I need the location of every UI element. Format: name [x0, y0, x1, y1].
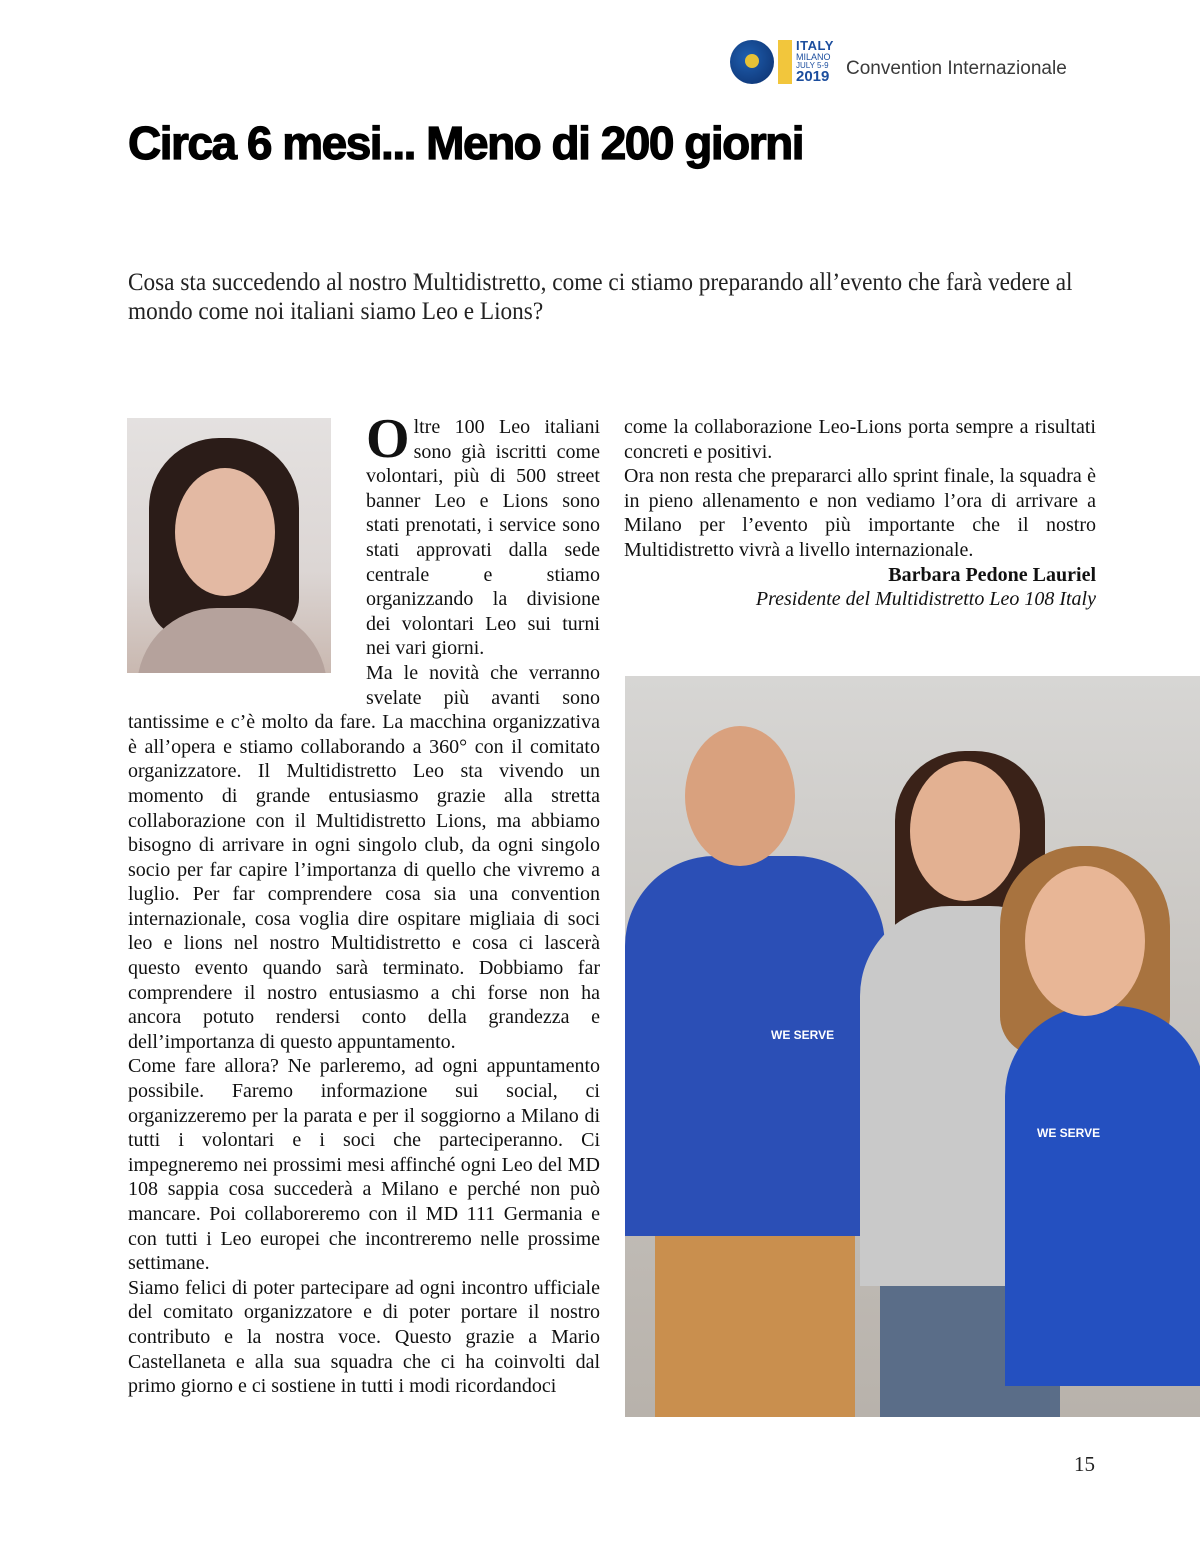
article-paragraph: come la collaborazione Leo-Lions porta sempre a risultati concreti e positivi.: [624, 416, 1096, 463]
logo-year: 2019: [796, 68, 830, 85]
logo-city: MILANO: [796, 52, 831, 62]
article-paragraph: Ora non resta che prepararci allo sprint finale, la squadra è in pieno allenamento e non vediamo l’ora di arrivare a Milano per l’evento più importante che il nostro Multidistretto vivrà a livello internazionale.: [624, 465, 1096, 561]
article-lead: Cosa sta succedendo al nostro Multidistretto, come ci stiamo preparando all’evento che farà vedere al mondo come noi italiani siamo Leo e Lions?: [128, 269, 1073, 325]
article-title: Circa 6 mesi... Meno di 200 giorni: [128, 117, 804, 169]
logo-country: ITALY: [796, 38, 834, 53]
article-paragraph: Siamo felici di poter partecipare ad ogni incontro ufficiale del comitato organizzatore e di poter portare il nostro contributo e la nostra voce. Questo grazie a Mario Castellaneta e alla sua squadra che ci ha coinvolti dal primo giorno e ci sostiene in tutti i modi ricordandoci: [128, 1276, 600, 1398]
logo-color-bar: [778, 40, 792, 84]
convention-logo: [730, 38, 840, 86]
header-title: Convention Internazionale: [846, 58, 1067, 79]
logo-dates: JULY 5-9: [796, 61, 829, 70]
article-column-left: [128, 408, 600, 1399]
article-paragraph: Ma le novità che verranno svelate più avanti sono tantissime e c’è molto da fare. La macchina organizzativa è all’opera e stiamo collaborando a 360° con il comitato organizzatore. Il Multidistretto Leo sta vivendo un momento di grande entusiasmo grazie alla stretta collaborazione con il Multidistretto Lions, ma abbiamo bisogno di arrivare in ogni singolo club, da ogni singolo socio per far capire l’importanza di quello che vivremo a luglio. Per far comprendere cosa sia una convention internazionale, cosa voglia dire ospitare migliaia di soci leo e lions nel nostro Multidistretto e cosa ci lascerà questo evento quando sarà terminato. Dobbiamo far comprendere il nostro entusiasmo a chi forse non ha ancora potuto rendersi conto della grandezza e dell’importanza di questo appuntamento.: [128, 661, 600, 1053]
shirt-logo-text: WE SERVE: [1037, 1126, 1101, 1140]
article-paragraph: Oltre 100 Leo italiani sono già iscritti come volontari, più di 500 street banner Leo e Lions sono stati prenotati, i service sono stati approvati dalla sede centrale e stiamo organizzando la divisione dei volontari Leo sui turni nei vari giorni.: [366, 408, 600, 660]
signature-role: Presidente del Multidistretto Leo 108 Italy: [755, 588, 1096, 611]
shirt-logo-text: WE SERVE: [771, 1028, 835, 1042]
article-column-right: [624, 415, 1096, 612]
group-photo: [625, 676, 1200, 1417]
lions-globe-icon: [730, 40, 774, 84]
dropcap: O: [366, 408, 410, 470]
article-paragraph: Come fare allora? Ne parleremo, ad ogni appuntamento possibile. Faremo informazione sui social, ci organizzeremo per la parata e per il soggiorno a Milano di tutti i volontari e i soci che parteciperanno. Ci impegneremo nei prossimi mesi affinché ogni Leo del MD 108 sappia cosa succederà a Milano e perché non può mancare. Poi collaboreremo con il MD 111 Germania e con tutti i Leo europei che incontreremo nelle prossime settimane.: [128, 1055, 600, 1275]
signature-name: Barbara Pedone Lauriel: [888, 563, 1096, 586]
page-number: 15: [1074, 1452, 1095, 1476]
